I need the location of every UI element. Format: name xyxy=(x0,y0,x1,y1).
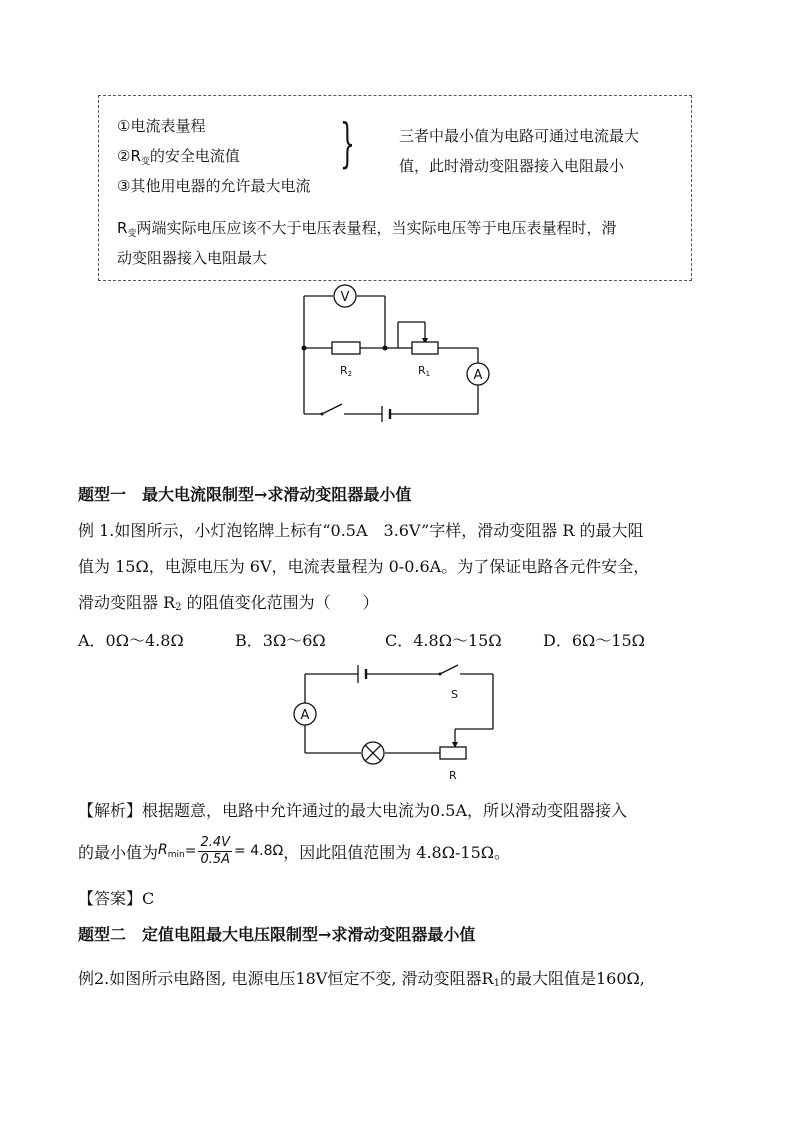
option-d: D．6Ω～15Ω xyxy=(543,631,645,650)
section-1-title: 题型一 最大电流限制型→求滑动变阻器最小值 xyxy=(78,485,412,504)
analysis-line-1: 【解析】根据题意，电路中允许通过的最大电流为0.5A，所以滑动变阻器接入 xyxy=(78,801,628,820)
example-1-line-2: 值为 15Ω，电源电压为 6V，电流表量程为 0-0.6A。为了保证电路各元件安全， xyxy=(78,557,650,576)
section-2-title: 题型二 定值电阻最大电压限制型→求滑动变阻器最小值 xyxy=(78,925,476,944)
summary-conclusion-line-1: 三者中最小值为电路可通过电流最大 xyxy=(399,127,640,145)
ammeter-label: A xyxy=(473,368,483,383)
resistor-r2 xyxy=(332,342,360,354)
summary-item-1: ①电流表量程 xyxy=(117,117,206,135)
option-a: A．0Ω～4.8Ω xyxy=(78,631,184,650)
summary-item-2: $②R_变$的安全电流值 xyxy=(117,147,240,167)
fraction: $\frac{2.4V}{0.5A}$ xyxy=(200,834,231,867)
switch-contact-icon xyxy=(321,413,324,416)
circuit-diagram-2 xyxy=(288,662,508,787)
r1-label: R1 xyxy=(418,364,431,378)
circuit-1-wires xyxy=(304,296,478,414)
brace-symbol: } xyxy=(340,114,355,174)
analysis-line-2: 的最小值为 $R_{min}$ = $\frac{2.4V}{0.5A}$ = 4.8Ω ，因此阻值范围为 4.8Ω-15Ω。 xyxy=(78,834,511,867)
example-1-line-3: 滑动变阻器 $R_2$ 的阻值变化范围为（ ） xyxy=(78,593,379,613)
junction-middle xyxy=(383,346,388,351)
voltmeter-label: V xyxy=(340,290,350,305)
circuit-diagram-1 xyxy=(290,280,510,430)
summary-bottom-line-2: 动变阻器接入电阻最大 xyxy=(117,249,268,267)
circuit-2-wires xyxy=(305,665,493,753)
option-c: C．4.8Ω～15Ω xyxy=(385,631,502,650)
summary-conclusion-line-2: 值，此时滑动变阻器接入电阻最小 xyxy=(399,157,625,175)
summary-item-3: ③其他用电器的允许最大电流 xyxy=(117,177,311,195)
summary-bottom-line-1: $R_变$两端实际电压应该不大于电压表量程，当实际电压等于电压表量程时，滑 xyxy=(117,219,617,239)
rheostat-r xyxy=(440,747,466,759)
rheostat-r1 xyxy=(412,342,438,354)
ammeter-label: A xyxy=(300,708,310,723)
junction-left xyxy=(302,346,307,351)
example-2-line-1: 例2.如图所示电路图, 电源电压18V恒定不变, 滑动变阻器$R_1$的最大阻值是160Ω, xyxy=(78,969,645,989)
example-1-line-1: 例 1.如图所示，小灯泡铭牌上标有“0.5A 3.6V”字样，滑动变阻器 R 的最大阻 xyxy=(78,521,644,540)
option-b: B．3Ω～6Ω xyxy=(235,631,326,650)
r-min-symbol: $R_{min}$ xyxy=(158,842,185,860)
answer-line: 【答案】C xyxy=(78,889,155,908)
rheostat-label: R xyxy=(449,769,457,782)
switch-contact-icon xyxy=(439,673,442,676)
r2-label: R2 xyxy=(340,364,353,378)
switch-label: S xyxy=(451,688,458,701)
